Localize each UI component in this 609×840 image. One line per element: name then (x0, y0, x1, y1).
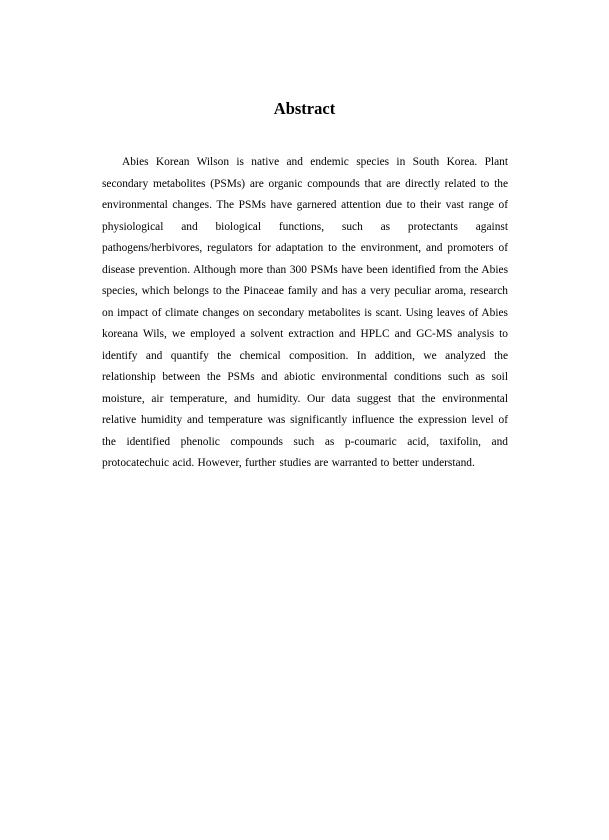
abstract-paragraph: Abies Korean Wilson is native and endemic species in South Korea. Plant secondary metabolites (PSMs) are organic compounds that are directly related to the environmental changes. The PSMs have garnered attention due to their vast range of physiological and biological functions, such as protectants against pathogens/herbivores, regulators for adaptation to the environment, and promoters of disease prevention. Although more than 300 PSMs have been identified from the Abies species, which belongs to the Pinaceae family and has a very peculiar aroma, research on impact of climate changes on secondary metabolites is scant. Using leaves of Abies koreana Wils, we employed a solvent extraction and HPLC and GC-MS analysis to identify and quantify the chemical composition. In addition, we analyzed the relationship between the PSMs and abiotic environmental conditions such as soil moisture, air temperature, and humidity. Our data suggest that the environmental relative humidity and temperature was significantly influence the expression level of the identified phenolic compounds such as p-coumaric acid, taxifolin, and protocatechuic acid. However, further studies are warranted to better understand. (102, 156, 508, 469)
abstract-title: Abstract (273, 99, 336, 118)
